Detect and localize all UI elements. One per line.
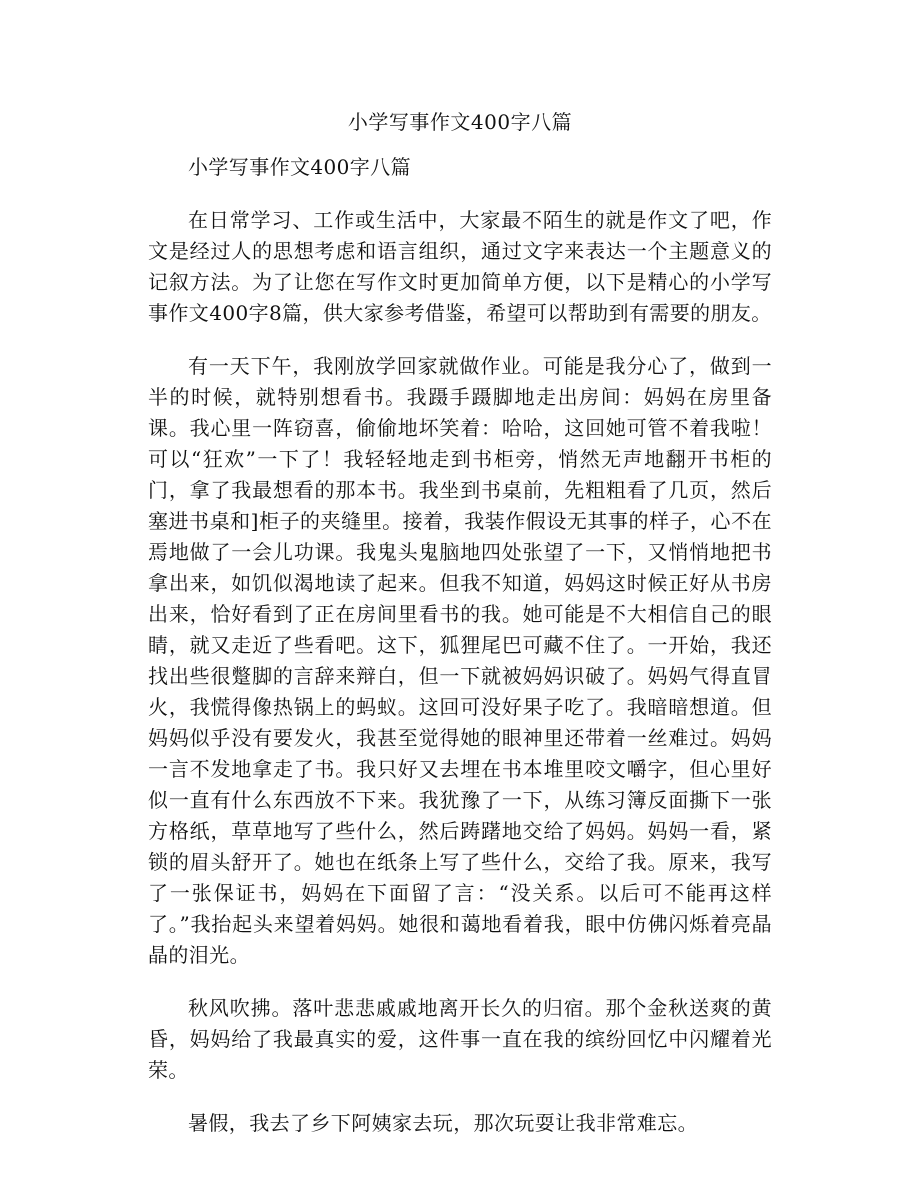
document-title: 小学写事作文400字八篇: [347, 110, 573, 134]
intro-paragraph: 在日常学习、工作或生活中，大家最不陌生的就是作文了吧，作文是经过人的思想考虑和语言组织，通过文字来表达一个主题意义的记叙方法。为了让您在写作文时更加简单方便，以下是精心的小学写事作文400字8篇，供大家参考借鉴，希望可以帮助到有需要的朋友。: [148, 208, 772, 325]
conclusion-paragraph: 秋风吹拂。落叶悲悲戚戚地离开长久的归宿。那个金秋送爽的黄昏，妈妈给了我最真实的爱，这件事一直在我的缤纷回忆中闪耀着光荣。: [148, 996, 772, 1082]
next-story-paragraph: 暑假，我去了乡下阿姨家去玩，那次玩耍让我非常难忘。: [188, 1111, 698, 1135]
document-body: [148, 152, 772, 1161]
story-paragraph: 有一天下午，我刚放学回家就做作业。可能是我分心了，做到一半的时候，就特别想看书。我蹑手蹑脚地走出房间：妈妈在房里备课。我心里一阵窃喜，偷偷地坏笑着：哈哈，这回她可管不着我啦！可以“狂欢”一下了！我轻轻地走到书柜旁，悄然无声地翻开书柜的门，拿了我最想看的那本书。我坐到书桌前，先粗粗看了几页，然后塞进书桌和]柜子的夹缝里。接着，我装作假设无其事的样子，心不在焉地做了一会儿功课。我鬼头鬼脑地四处张望了一下，又悄悄地把书拿出来，如饥似渴地读了起来。但我不知道，妈妈这时候正好从书房出来，恰好看到了正在房间里看书的我。她可能是不大相信自己的眼睛，就又走近了些看吧。这下，狐狸尾巴可藏不住了。一开始，我还找出些很蹩脚的言辞来辩白，但一下就被妈妈识破了。妈妈气得直冒火，我慌得像热锅上的蚂蚁。这回可没好果子吃了。我暗暗想道。但妈妈似乎没有要发火，我甚至觉得她的眼神里还带着一丝难过。妈妈一言不发地拿走了书。我只好又去埋在书本堆里咬文嚼字，但心里好似一直有什么东西放不下来。我犹豫了一下，从练习簿反面撕下一张方格纸，草草地写了些什么，然后踌躇地交给了妈妈。妈妈一看，紧锁的眉头舒开了。她也在纸条上写了些什么，交给了我。原来，我写了一张保证书，妈妈在下面留了言：“没关系。以后可不能再这样了。”我抬起头来望着妈妈。她很和蔼地看着我，眼中仿佛闪烁着亮晶晶的泪光。: [148, 354, 772, 967]
document-subtitle: 小学写事作文400字八篇: [188, 155, 411, 179]
